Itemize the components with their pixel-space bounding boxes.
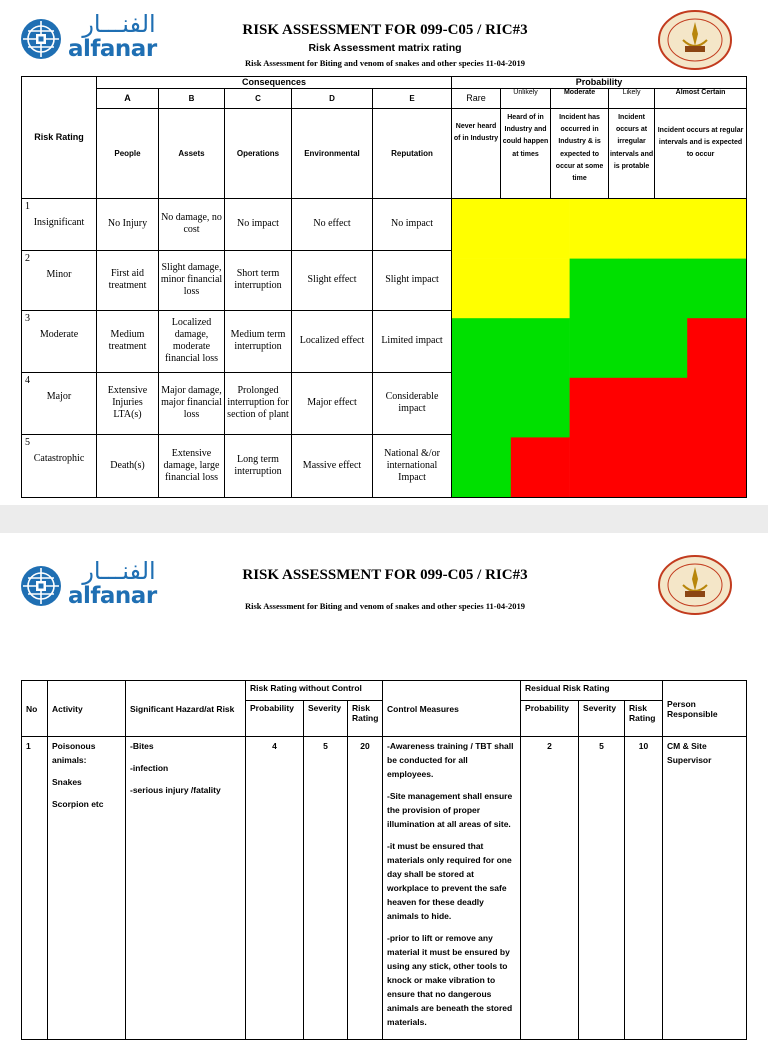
logo-latin-text: alfanar bbox=[68, 36, 157, 62]
assets-cell: Major damage, major financial loss bbox=[159, 372, 225, 434]
control-measures-cell bbox=[383, 737, 521, 1040]
heat-map-graphic bbox=[452, 199, 746, 497]
residual-severity-value: 5 bbox=[579, 737, 625, 1040]
environmental-cell: Massive effect bbox=[292, 434, 373, 497]
heat-cell-low bbox=[687, 199, 746, 259]
logo-latin-text: alfanar bbox=[68, 583, 157, 609]
severity-name: Minor bbox=[46, 268, 72, 280]
assets-cell: Extensive damage, large financial loss bbox=[159, 434, 225, 497]
severity-value: 5 bbox=[304, 737, 348, 1040]
alfanar-logo bbox=[20, 10, 160, 68]
heat-cell-low bbox=[570, 199, 629, 259]
heat-cell-medium bbox=[511, 378, 570, 438]
row-number: 1 bbox=[22, 737, 48, 1040]
assets-cell: Slight damage, minor financial loss bbox=[159, 250, 225, 310]
probability-description: Incident occurs at irregular intervals and is protable bbox=[609, 108, 655, 198]
activity-line: Poisonous animals: bbox=[52, 741, 96, 766]
severity-number: 5 bbox=[25, 436, 30, 448]
heat-cell-medium bbox=[628, 258, 687, 318]
residual-rating-header: Residual Risk Rating bbox=[521, 681, 663, 701]
residual-risk-rating-value: 10 bbox=[625, 737, 663, 1040]
reputation-cell: Limited impact bbox=[373, 310, 452, 372]
hazard-line: -infection bbox=[130, 763, 169, 774]
probability-description: Incident has occurred in Industry & is expected to occur at some time bbox=[551, 108, 609, 198]
severity-name: Major bbox=[46, 390, 72, 402]
reputation-cell: Slight impact bbox=[373, 250, 452, 310]
heat-cell-medium bbox=[687, 258, 746, 318]
table-row bbox=[22, 737, 747, 1040]
severity-header: Severity bbox=[304, 701, 348, 737]
heat-cell-low bbox=[511, 258, 570, 318]
people-cell: Death(s) bbox=[97, 434, 159, 497]
saudi-seal-icon bbox=[658, 10, 732, 70]
residual-probability-header: Probability bbox=[521, 701, 579, 737]
probability-level: Rare bbox=[452, 88, 501, 108]
heat-cell-high bbox=[511, 437, 570, 497]
probability-description: Incident occurs at regular intervals and is expected to occur bbox=[655, 108, 747, 198]
hazard-cell bbox=[126, 737, 246, 1040]
consequences-header: Consequences bbox=[97, 77, 452, 89]
reputation-cell: No impact bbox=[373, 198, 452, 250]
residual-severity-header: Severity bbox=[579, 701, 625, 737]
people-cell: Extensive Injuries LTA(s) bbox=[97, 372, 159, 434]
rating-without-control-header: Risk Rating without Control bbox=[246, 681, 383, 701]
control-measure: -Site management shall ensure the provision of proper illumination at all areas of site. bbox=[387, 791, 513, 830]
operations-cell: No impact bbox=[225, 198, 292, 250]
consequence-letter: A bbox=[97, 88, 159, 108]
residual-probability-value: 2 bbox=[521, 737, 579, 1040]
people-cell: First aid treatment bbox=[97, 250, 159, 310]
globe-icon bbox=[20, 18, 62, 60]
environmental-cell: No effect bbox=[292, 198, 373, 250]
probability-level: Almost Certain bbox=[655, 88, 747, 108]
hazard-line: -serious injury /fatality bbox=[130, 785, 221, 796]
heat-cell-medium bbox=[452, 437, 511, 497]
heat-cell-medium bbox=[511, 318, 570, 378]
probability-description: Never heard of in Industry bbox=[452, 108, 501, 198]
person-responsible-value: CM & Site Supervisor bbox=[663, 737, 747, 1040]
heat-cell-medium bbox=[570, 258, 629, 318]
severity-number: 2 bbox=[25, 252, 30, 264]
consequence-category: Assets bbox=[159, 108, 225, 198]
severity-rating bbox=[22, 310, 97, 372]
probability-value: 4 bbox=[246, 737, 304, 1040]
heat-cell-high bbox=[628, 437, 687, 497]
heat-cell-medium bbox=[452, 378, 511, 438]
saudi-seal-icon bbox=[658, 555, 732, 615]
logo-arabic-text: الفنـــار bbox=[82, 557, 156, 585]
severity-number: 1 bbox=[25, 200, 30, 212]
severity-rating bbox=[22, 372, 97, 434]
probability-description: Heard of in Industry and could happen at times bbox=[501, 108, 551, 198]
globe-icon bbox=[20, 565, 62, 607]
page-title: RISK ASSESSMENT FOR 099-C05 / RIC#3 bbox=[242, 22, 528, 38]
environmental-cell: Major effect bbox=[292, 372, 373, 434]
matrix-row bbox=[22, 198, 747, 250]
control-measure: -it must be ensured that materials only required for one day shall be stored at workplace to prevent the safe heaven for these deadly animals to hide. bbox=[387, 841, 512, 922]
heat-cell-high bbox=[570, 378, 629, 438]
control-measures-header: Control Measures bbox=[383, 681, 521, 737]
severity-number: 4 bbox=[25, 374, 30, 386]
consequence-letter: C bbox=[225, 88, 292, 108]
activity-cell bbox=[48, 737, 126, 1040]
consequence-category: People bbox=[97, 108, 159, 198]
control-measure: -Awareness training / TBT shall be conducted for all employees. bbox=[387, 741, 514, 780]
hazard-line: -Bites bbox=[130, 741, 154, 751]
severity-number: 3 bbox=[25, 312, 30, 324]
operations-cell: Prolonged interruption for section of plant bbox=[225, 372, 292, 434]
page-subtitle: Risk Assessment matrix rating bbox=[308, 42, 462, 54]
no-header: No bbox=[22, 681, 48, 737]
matrix-page bbox=[0, 0, 768, 505]
probability-header: Probability bbox=[246, 701, 304, 737]
heat-cell-low bbox=[628, 199, 687, 259]
consequence-letter: B bbox=[159, 88, 225, 108]
alfanar-logo bbox=[20, 557, 160, 615]
assets-cell: No damage, no cost bbox=[159, 198, 225, 250]
risk-matrix-table bbox=[21, 76, 747, 498]
heat-cell-low bbox=[511, 199, 570, 259]
severity-rating bbox=[22, 250, 97, 310]
hazard-header: Significant Hazard/at Risk bbox=[126, 681, 246, 737]
operations-cell: Long term interruption bbox=[225, 434, 292, 497]
heat-cell-medium bbox=[570, 318, 629, 378]
heat-cell-high bbox=[687, 318, 746, 378]
risk-rating-header: Risk Rating bbox=[22, 77, 97, 199]
heat-cell-high bbox=[687, 437, 746, 497]
environmental-cell: Slight effect bbox=[292, 250, 373, 310]
risk-rating-value: 20 bbox=[348, 737, 383, 1040]
reputation-cell: National &/or international Impact bbox=[373, 434, 452, 497]
heat-cell-medium bbox=[628, 318, 687, 378]
risk-rating-header: Risk Rating bbox=[348, 701, 383, 737]
probability-level: Moderate bbox=[551, 88, 609, 108]
heat-cell-low bbox=[452, 199, 511, 259]
severity-name: Moderate bbox=[39, 328, 79, 340]
heat-cell-high bbox=[570, 437, 629, 497]
activity-header: Activity bbox=[48, 681, 126, 737]
probability-level: Unlikely bbox=[501, 88, 551, 108]
environmental-cell: Localized effect bbox=[292, 310, 373, 372]
heat-cell-low bbox=[452, 258, 511, 318]
probability-header: Probability bbox=[452, 77, 747, 89]
heat-cell-high bbox=[628, 378, 687, 438]
page-title: RISK ASSESSMENT FOR 099-C05 / RIC#3 bbox=[242, 567, 528, 583]
severity-name: Catastrophic bbox=[33, 452, 85, 464]
page-subtitle-detail: Risk Assessment for Biting and venom of snakes and other species 11-04-2019 bbox=[245, 601, 525, 611]
page-separator bbox=[0, 505, 768, 533]
page-subtitle-detail: Risk Assessment for Biting and venom of snakes and other species 11-04-2019 bbox=[245, 58, 525, 68]
people-cell: No Injury bbox=[97, 198, 159, 250]
residual-risk-rating-header: Risk Rating bbox=[625, 701, 663, 737]
control-measure: -prior to lift or remove any material it must be ensured by using any stick, other tools to knock or make vibration to ensure that no dangerous animals are beneath the stored materials. bbox=[387, 933, 513, 1028]
severity-rating bbox=[22, 434, 97, 497]
severity-rating bbox=[22, 198, 97, 250]
operations-cell: Medium term interruption bbox=[225, 310, 292, 372]
activity-line: Snakes bbox=[52, 777, 82, 788]
operations-cell: Short term interruption bbox=[225, 250, 292, 310]
person-responsible-header: Person Responsible bbox=[663, 681, 747, 737]
reputation-cell: Considerable impact bbox=[373, 372, 452, 434]
heat-map bbox=[452, 198, 747, 497]
severity-name: Insignificant bbox=[33, 216, 85, 228]
people-cell: Medium treatment bbox=[97, 310, 159, 372]
logo-arabic-text: الفنـــار bbox=[82, 10, 156, 38]
activity-line: Scorpion etc bbox=[52, 799, 104, 810]
heat-cell-medium bbox=[452, 318, 511, 378]
probability-level: Likely bbox=[609, 88, 655, 108]
assets-cell: Localized damage, moderate financial loss bbox=[159, 310, 225, 372]
consequence-category: Environmental bbox=[292, 108, 373, 198]
consequence-letter: D bbox=[292, 88, 373, 108]
consequence-category: Reputation bbox=[373, 108, 452, 198]
heat-cell-high bbox=[687, 378, 746, 438]
consequence-category: Operations bbox=[225, 108, 292, 198]
hazard-table bbox=[21, 680, 747, 1040]
consequence-letter: E bbox=[373, 88, 452, 108]
